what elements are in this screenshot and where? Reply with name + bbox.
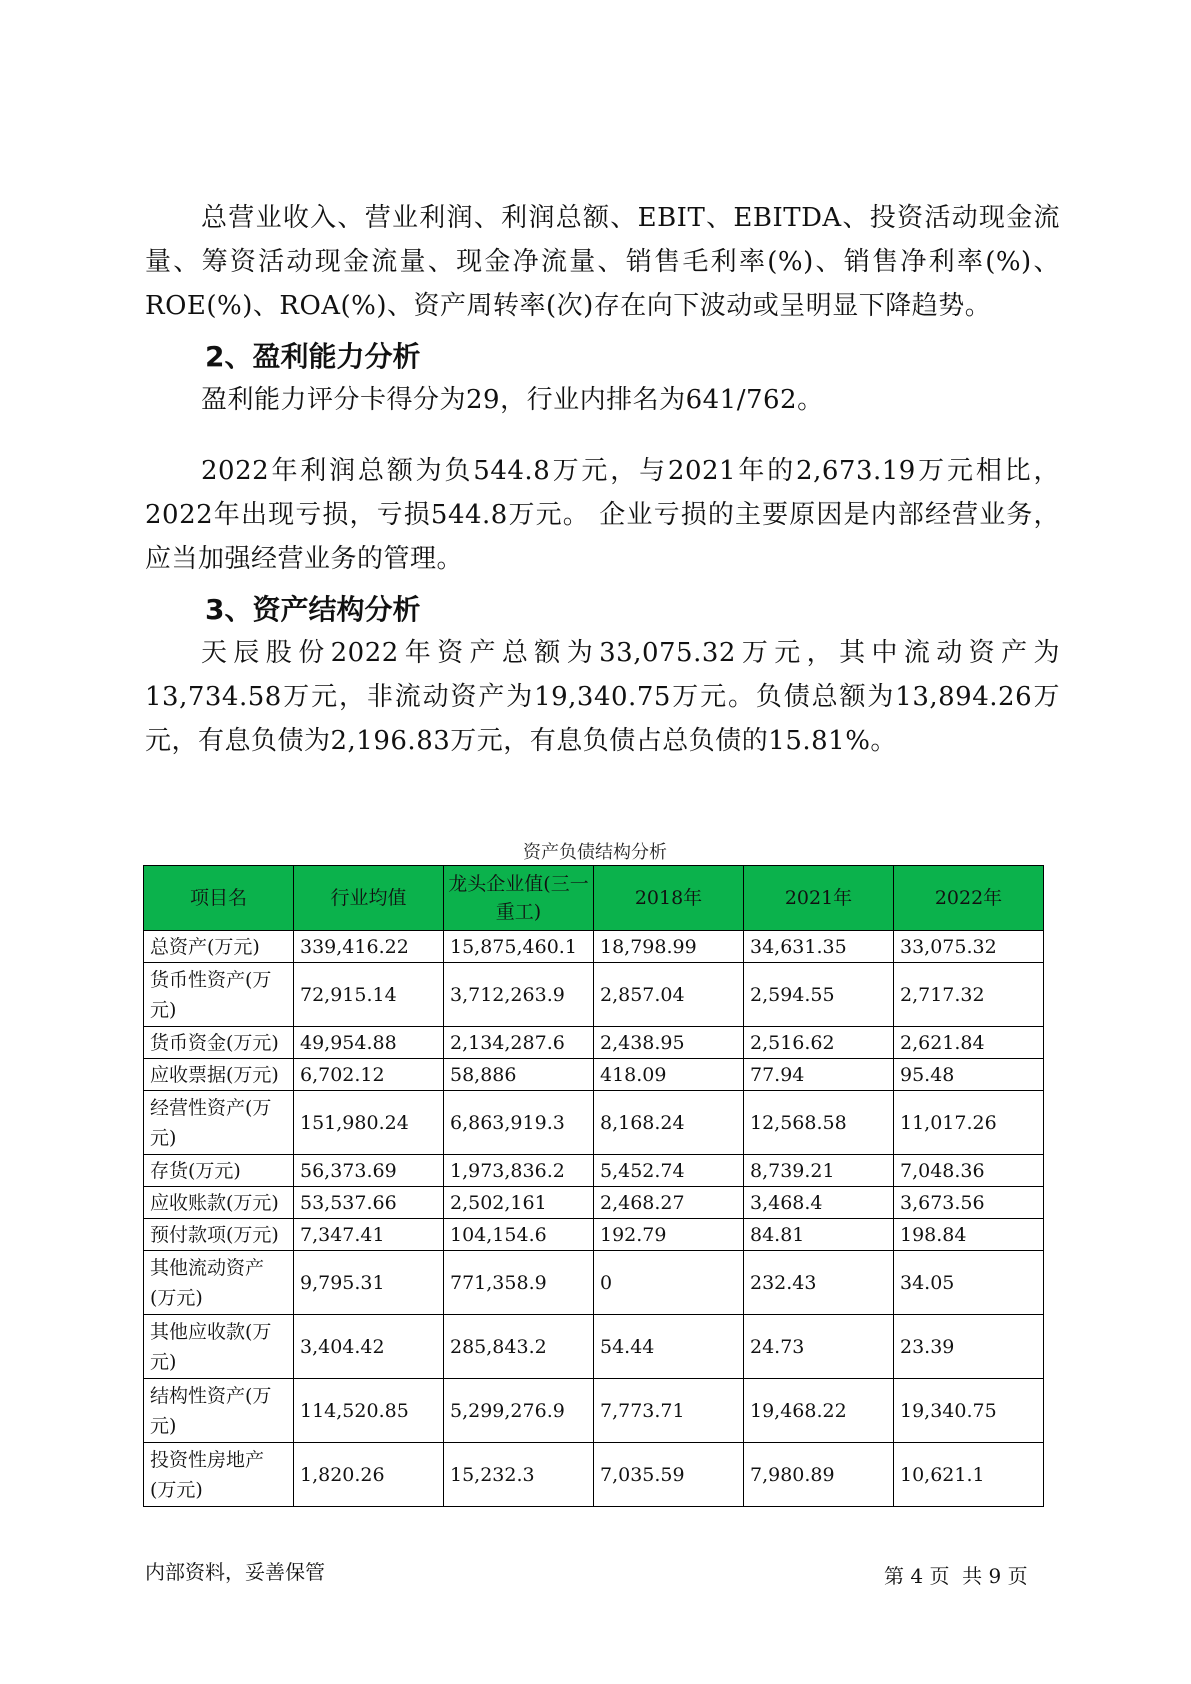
cell-value: 7,347.41 [294, 1219, 444, 1251]
cell-value: 10,621.1 [894, 1443, 1044, 1507]
cell-item: 应收账款(万元) [144, 1187, 294, 1219]
cell-item: 投资性房地产(万元) [144, 1443, 294, 1507]
table-row [144, 1059, 1044, 1091]
cell-value: 2,502,161 [444, 1187, 594, 1219]
footer-page-number: 第 4 页 共 9 页 [884, 1564, 1028, 1588]
table-row [144, 1443, 1044, 1507]
paragraph-asset-structure: 天辰股份2022年资产总额为33,075.32万元，其中流动资产为13,734.58万元，非流动资产为19,340.75万元。负债总额为13,894.26万元，有息负债为2,196.83万元，有息负债占总负债的15.81%。 [145, 638, 1060, 756]
cell-value: 72,915.14 [294, 963, 444, 1027]
cell-value: 2,621.84 [894, 1027, 1044, 1059]
cell-value: 7,980.89 [744, 1443, 894, 1507]
section-heading-asset-structure: 3、资产结构分析 [205, 593, 421, 626]
cell-value: 18,798.99 [594, 931, 744, 963]
cell-value: 24.73 [744, 1315, 894, 1379]
cell-value: 7,048.36 [894, 1155, 1044, 1187]
cell-value: 151,980.24 [294, 1091, 444, 1155]
cell-value: 104,154.6 [444, 1219, 594, 1251]
cell-value: 198.84 [894, 1219, 1044, 1251]
cell-value: 23.39 [894, 1315, 1044, 1379]
balance-sheet-table [143, 865, 1044, 1507]
section-heading-profitability: 2、盈利能力分析 [205, 340, 421, 373]
cell-value: 11,017.26 [894, 1091, 1044, 1155]
cell-value: 2,857.04 [594, 963, 744, 1027]
cell-value: 8,739.21 [744, 1155, 894, 1187]
cell-value: 0 [594, 1251, 744, 1315]
cell-value: 2,717.32 [894, 963, 1044, 1027]
cell-value: 5,299,276.9 [444, 1379, 594, 1443]
cell-value: 418.09 [594, 1059, 744, 1091]
cell-item: 其他应收款(万元) [144, 1315, 294, 1379]
table-row [144, 1251, 1044, 1315]
cell-item: 存货(万元) [144, 1155, 294, 1187]
cell-item: 经营性资产(万元) [144, 1091, 294, 1155]
cell-value: 6,702.12 [294, 1059, 444, 1091]
cell-value: 232.43 [744, 1251, 894, 1315]
cell-value: 114,520.85 [294, 1379, 444, 1443]
paragraph-trend-summary: 总营业收入、营业利润、利润总额、EBIT、EBITDA、投资活动现金流量、筹资活动现金流量、现金净流量、销售毛利率(%)、销售净利率(%)、ROE(%)、ROA(%)、资产周转率(次)存在向下波动或呈明显下降趋势。 [145, 203, 1060, 321]
cell-value: 56,373.69 [294, 1155, 444, 1187]
cell-value: 5,452.74 [594, 1155, 744, 1187]
table-row [144, 1187, 1044, 1219]
cell-value: 2,134,287.6 [444, 1027, 594, 1059]
cell-value: 15,875,460.1 [444, 931, 594, 963]
cell-value: 285,843.2 [444, 1315, 594, 1379]
cell-value: 2,438.95 [594, 1027, 744, 1059]
cell-value: 84.81 [744, 1219, 894, 1251]
table-row [144, 1379, 1044, 1443]
cell-value: 95.48 [894, 1059, 1044, 1091]
cell-value: 3,404.42 [294, 1315, 444, 1379]
header-leader-value: 龙头企业值(三一重工) [444, 866, 594, 931]
table-row [144, 931, 1044, 963]
cell-value: 49,954.88 [294, 1027, 444, 1059]
cell-value: 3,673.56 [894, 1187, 1044, 1219]
cell-value: 3,468.4 [744, 1187, 894, 1219]
cell-value: 2,516.62 [744, 1027, 894, 1059]
cell-value: 58,886 [444, 1059, 594, 1091]
cell-value: 339,416.22 [294, 931, 444, 963]
cell-value: 19,468.22 [744, 1379, 894, 1443]
cell-value: 53,537.66 [294, 1187, 444, 1219]
cell-item: 总资产(万元) [144, 931, 294, 963]
cell-value: 192.79 [594, 1219, 744, 1251]
cell-value: 8,168.24 [594, 1091, 744, 1155]
cell-item: 货币资金(万元) [144, 1027, 294, 1059]
cell-value: 15,232.3 [444, 1443, 594, 1507]
table-row [144, 1315, 1044, 1379]
table-row [144, 1091, 1044, 1155]
cell-item: 预付款项(万元) [144, 1219, 294, 1251]
cell-value: 2,594.55 [744, 963, 894, 1027]
table-row [144, 963, 1044, 1027]
table-row [144, 1027, 1044, 1059]
cell-value: 19,340.75 [894, 1379, 1044, 1443]
paragraph-profit-loss: 2022年利润总额为负544.8万元，与2021年的2,673.19万元相比，2022年出现亏损，亏损544.8万元。 企业亏损的主要原因是内部经营业务，应当加强经营业务的管理。 [145, 456, 1060, 574]
header-2022: 2022年 [894, 866, 1044, 931]
footer-confidential-note: 内部资料，妥善保管 [145, 1560, 325, 1584]
cell-value: 33,075.32 [894, 931, 1044, 963]
cell-value: 3,712,263.9 [444, 963, 594, 1027]
cell-value: 54.44 [594, 1315, 744, 1379]
cell-item: 货币性资产(万元) [144, 963, 294, 1027]
cell-value: 6,863,919.3 [444, 1091, 594, 1155]
table-row [144, 1219, 1044, 1251]
header-industry-average: 行业均值 [294, 866, 444, 931]
cell-item: 其他流动资产(万元) [144, 1251, 294, 1315]
cell-value: 1,973,836.2 [444, 1155, 594, 1187]
cell-value: 34,631.35 [744, 931, 894, 963]
header-item-name: 项目名 [144, 866, 294, 931]
header-2021: 2021年 [744, 866, 894, 931]
cell-value: 1,820.26 [294, 1443, 444, 1507]
cell-value: 77.94 [744, 1059, 894, 1091]
table-caption: 资产负债结构分析 [523, 842, 667, 863]
paragraph-profitability-score: 盈利能力评分卡得分为29，行业内排名为641/762。 [201, 385, 824, 415]
cell-value: 9,795.31 [294, 1251, 444, 1315]
cell-item: 结构性资产(万元) [144, 1379, 294, 1443]
cell-value: 2,468.27 [594, 1187, 744, 1219]
cell-value: 7,773.71 [594, 1379, 744, 1443]
table-row [144, 1155, 1044, 1187]
header-2018: 2018年 [594, 866, 744, 931]
cell-value: 771,358.9 [444, 1251, 594, 1315]
table-header-row [144, 866, 1044, 931]
cell-value: 7,035.59 [594, 1443, 744, 1507]
cell-value: 34.05 [894, 1251, 1044, 1315]
cell-item: 应收票据(万元) [144, 1059, 294, 1091]
cell-value: 12,568.58 [744, 1091, 894, 1155]
